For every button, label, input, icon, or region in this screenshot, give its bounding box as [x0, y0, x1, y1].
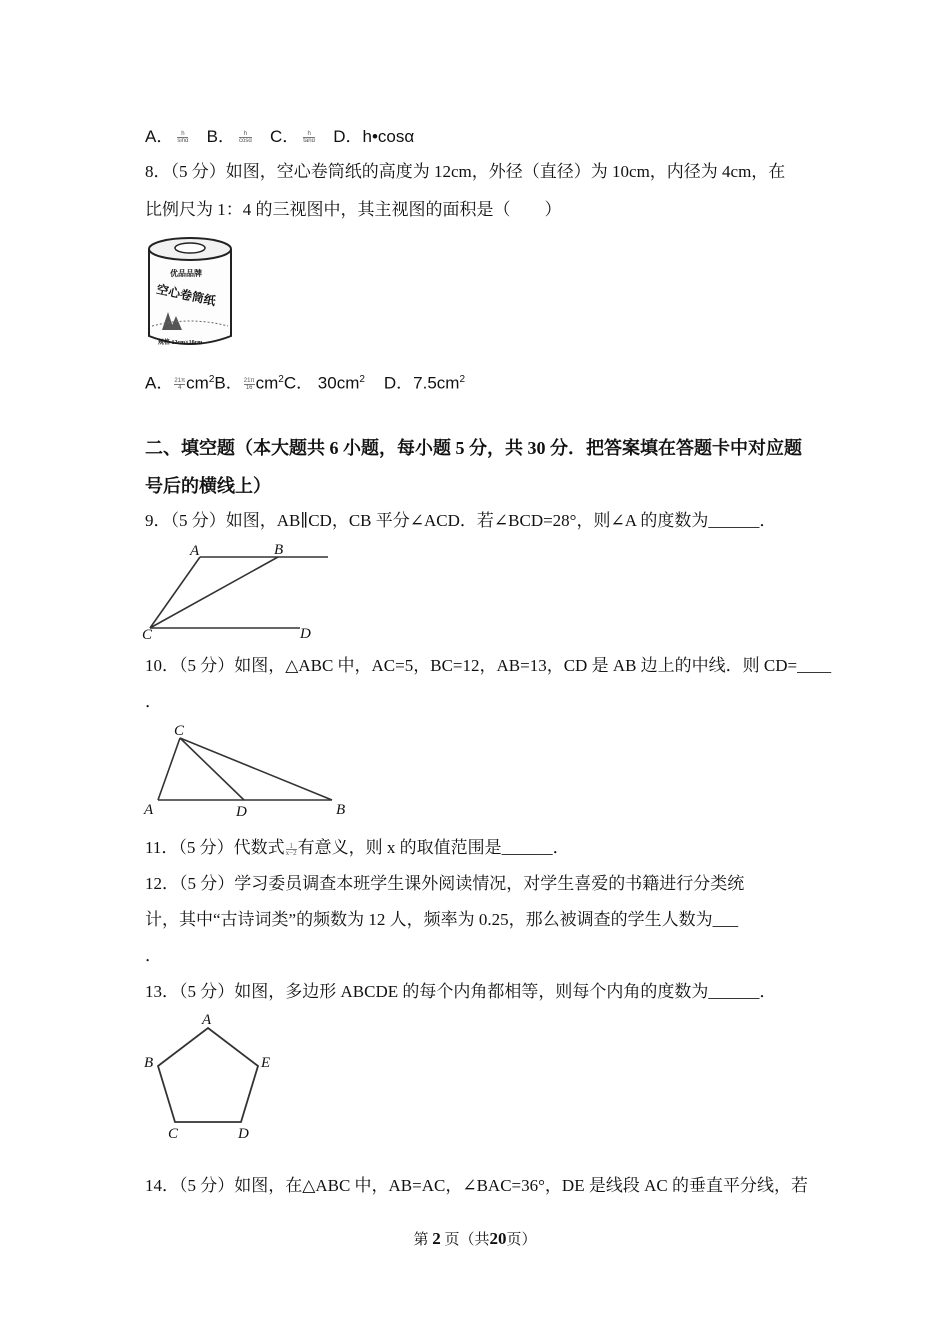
q11-fraction-numerator: 1: [289, 841, 293, 850]
q8-roll-brand-text: 优品品牌: [170, 269, 202, 278]
q7-options: [145, 125, 414, 149]
q8-options: [145, 368, 465, 396]
q8-option-b-fraction: [244, 378, 255, 391]
q8-option-b-sup: 2: [278, 374, 284, 385]
q13-label-c: C: [168, 1126, 179, 1142]
q8-option-a-unit: cm: [186, 373, 209, 393]
q9-label-c: C: [142, 627, 153, 642]
q13-label-b: B: [144, 1055, 154, 1071]
q8-option-d-sup: 2: [459, 374, 465, 385]
q10-stem-line1: 10．（5 分）如图，△ABC 中，AC=5，BC=12，AB=13，CD 是 AB 边上的中线．则 CD=____: [145, 656, 832, 675]
q8-option-b-numerator: 21π: [243, 377, 255, 384]
q8-option-b-denominator: 16: [244, 384, 255, 391]
q7-option-c-fraction: [303, 131, 315, 144]
q13-pentagon: [158, 1028, 258, 1122]
q12-stem-line3: ．: [145, 946, 162, 965]
q11-suffix: 有意义，则 x 的取值范围是______．: [297, 838, 570, 857]
section2-heading-line2: 号后的横线上）: [145, 476, 271, 496]
q8-roll-title-text: 空心卷筒纸: [155, 282, 217, 309]
q7-option-b-denominator: cosα: [239, 138, 252, 145]
q9-stem: 9．（5 分）如图，AB∥CD，CB 平分∠ACD．若∠BCD=28°，则∠A 的度数为______．: [145, 511, 777, 530]
q7-option-b-fraction: [239, 131, 252, 144]
footer-page-number: 2: [432, 1229, 441, 1248]
q9-segment-bc: [150, 557, 278, 628]
q10-label-c: C: [174, 723, 185, 739]
q7-option-d: D．h•cosα: [333, 127, 415, 146]
q8-option-a-fraction: [174, 378, 185, 391]
footer-prefix: 第: [413, 1232, 429, 1248]
footer-middle: 页（共: [444, 1232, 490, 1248]
q8-stem-line1: 8．（5 分）如图，空心卷筒纸的高度为 12cm，外径（直径）为 10cm，内径为 4cm，在: [145, 162, 786, 181]
q11-fraction: [286, 843, 297, 856]
q9-figure: [140, 540, 335, 642]
q7-option-a-numerator: h: [181, 131, 185, 138]
q8-option-c: C． 30cm: [283, 373, 360, 393]
q8-paper-roll-figure: [140, 232, 240, 352]
q8-roll-spec-text: 规格 12cm×10cm: [158, 340, 203, 346]
q12-stem-line2: 计，其中“古诗词类”的频数为 12 人，频率为 0.25，那么被调查的学生人数为___: [145, 910, 739, 929]
q9-label-a: A: [190, 543, 200, 559]
q13-stem: 13．（5 分）如图，多边形 ABCDE 的每个内角都相等，则每个内角的度数为______．: [145, 982, 777, 1001]
q7-option-c-label: C．: [269, 127, 300, 146]
q11-prefix: 11．（5 分）代数式: [145, 838, 285, 857]
q10-side-bc: [180, 738, 332, 800]
q8-option-a-numerator: 21π: [174, 377, 186, 384]
q7-option-a-label: A．: [145, 127, 174, 146]
q10-label-a: A: [144, 802, 154, 818]
q7-option-b-label: B．: [206, 127, 235, 146]
q12-stem-line1: 12．（5 分）学习委员调查本班学生课外阅读情况，对学生喜爱的书籍进行分类统: [145, 874, 745, 893]
q10-label-b: B: [336, 802, 346, 818]
q8-option-a-label: A．: [145, 373, 174, 393]
q14-stem: 14．（5 分）如图，在△ABC 中，AB=AC，∠BAC=36°，DE 是线段 AC 的垂直平分线，若: [145, 1176, 808, 1195]
q10-figure: [140, 720, 350, 818]
q8-option-a-sup: 2: [208, 374, 215, 385]
q7-option-a-denominator: sinα: [177, 138, 189, 145]
q13-label-e: E: [261, 1055, 271, 1071]
q7-option-c-numerator: h: [307, 131, 311, 138]
section2-heading-line1: 二、填空题（本大题共 6 小题，每小题 5 分，共 30 分．把答案填在答题卡中对应题: [145, 438, 802, 458]
q11-fraction-denominator: x−2: [285, 848, 297, 857]
q13-label-d: D: [238, 1126, 249, 1142]
q9-label-b: B: [274, 542, 284, 558]
q7-option-a-fraction: [177, 131, 188, 144]
q9-segment-ac: [150, 557, 200, 628]
q10-side-ac: [158, 738, 180, 800]
q8-option-b-label: B．: [214, 373, 243, 393]
page-footer: [0, 1228, 950, 1249]
q10-label-d: D: [236, 804, 247, 818]
q8-option-b-unit: cm: [255, 373, 279, 393]
q7-option-b-numerator: h: [243, 131, 248, 138]
q9-label-d: D: [300, 626, 311, 642]
footer-suffix: 页）: [506, 1232, 537, 1248]
q11-stem: [145, 836, 570, 860]
q8-option-d: D．7.5cm: [383, 373, 460, 393]
q10-median-cd: [180, 738, 244, 800]
q10-stem-line2: ．: [145, 692, 162, 711]
q7-option-c-denominator: tanα: [303, 138, 316, 145]
footer-total-pages: 20: [489, 1229, 507, 1248]
q13-pentagon-figure: [138, 1010, 278, 1142]
q8-stem-line2: 比例尺为 1：4 的三视图中，其主视图的面积是（ ）: [145, 200, 562, 219]
q8-option-a-denominator: 4: [174, 384, 185, 391]
q8-option-c-sup: 2: [359, 374, 365, 385]
q13-label-a: A: [202, 1012, 212, 1028]
